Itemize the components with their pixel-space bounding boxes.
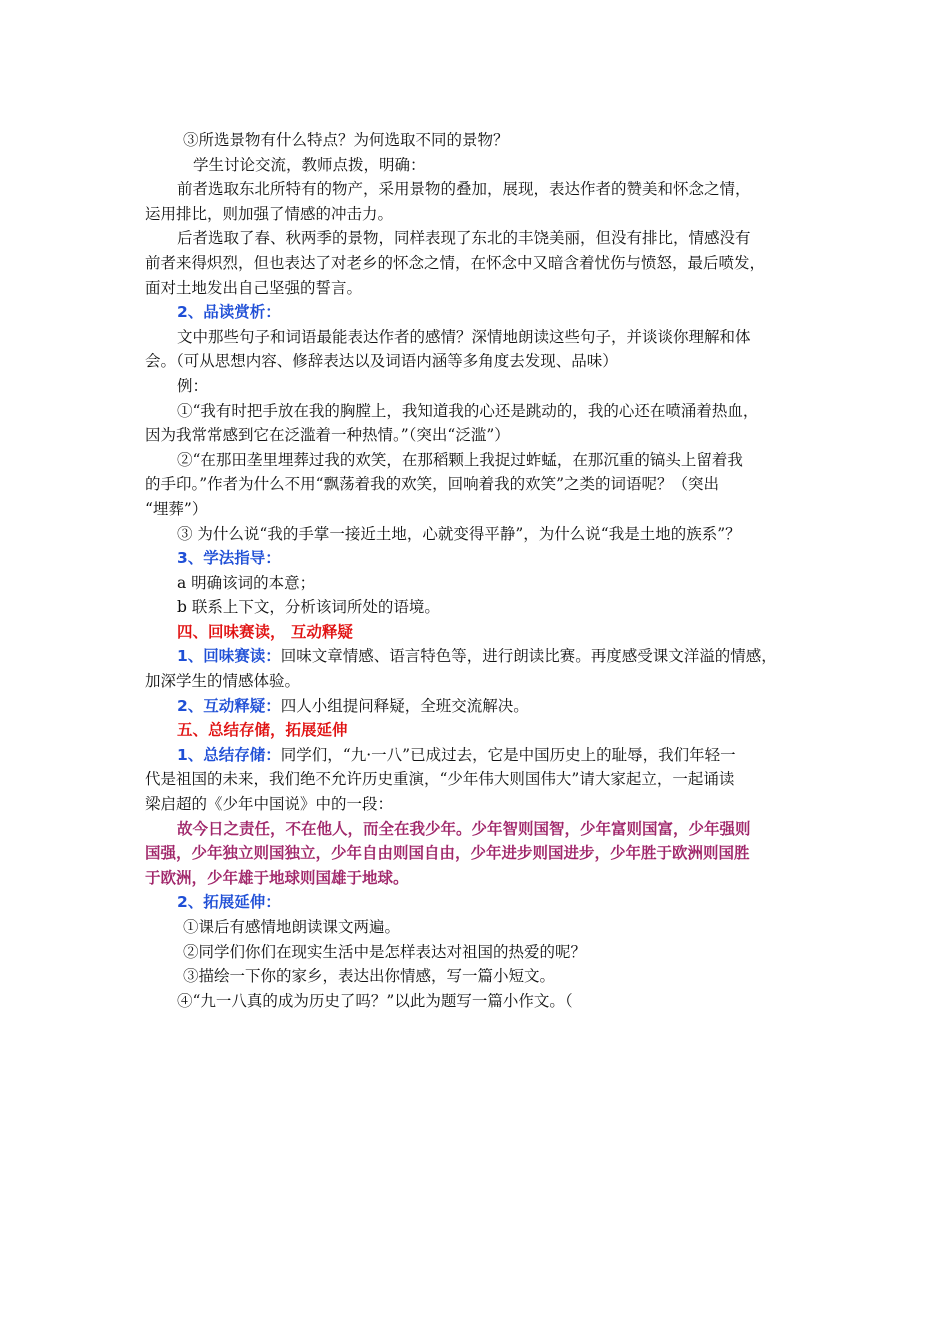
example-3: ③ 为什么说“我的手掌一接近土地，心就变得平静”，为什么说“我是土地的族系”？ xyxy=(177,524,741,543)
extension-item-2: ②同学们你们在现实生活中是怎样表达对祖国的热爱的呢？ xyxy=(183,942,587,961)
paragraph-line: 加深学生的情感体验。 xyxy=(145,672,301,691)
subheading-summary: 1、总结存储： xyxy=(177,745,281,764)
example-2-cont: 的手印。”作者为什么不用“飘荡着我的欢笑，回响着我的欢笑”之类的词语呢？（突出 xyxy=(145,475,720,494)
part-heading-4: 四、回味赛读， 互动释疑 xyxy=(177,622,353,641)
paragraph-line: 面对土地发出自己坚强的誓言。 xyxy=(145,278,363,297)
example-1-cont: 因为我常常感到它在泛滥着一种热情。”（突出“泛滥”） xyxy=(145,426,510,445)
example-label: 例： xyxy=(177,376,209,395)
paragraph-text: 回味文章情感、语言特色等，进行朗读比赛。再度感受课文洋溢的情感， xyxy=(280,647,777,666)
extension-item-3: ③描绘一下你的家乡，表达出你情感，写一篇小短文。 xyxy=(183,967,556,986)
extension-item-1: ①课后有感情地朗读课文两遍。 xyxy=(183,918,401,936)
quote-line: 于欧洲，少年雄于地球则国雄于地球。 xyxy=(145,868,409,887)
method-a: a 明确该词的本意； xyxy=(177,573,316,592)
paragraph-line xyxy=(145,743,815,768)
paragraph-line xyxy=(145,694,815,719)
method-b: b 联系上下文，分析该词所处的语境。 xyxy=(177,598,440,617)
paragraph-line: 运用排比，则加强了情感的冲击力。 xyxy=(145,204,394,223)
paragraph-line: 后者选取了春、秋两季的景物，同样表现了东北的丰饶美丽，但没有排比，情感没有 xyxy=(177,229,751,248)
paragraph-line: 前者来得炽烈，但也表达了对老乡的怀念之情，在怀念中又暗含着忧伤与愤怒，最后喷发， xyxy=(145,253,766,272)
subheading-interaction: 2、互动释疑： xyxy=(177,696,281,715)
paragraph-line: 文中那些句子和词语最能表达作者的感情？深情地朗读这些句子，并谈谈你理解和体 xyxy=(177,327,751,346)
paragraph-line: 前者选取东北所特有的物产，采用景物的叠加，展现，表达作者的赞美和怀念之情， xyxy=(177,180,751,199)
paragraph-line xyxy=(145,644,815,669)
paragraph-text: 同学们，“九·一八”已成过去，它是中国历史上的耻辱，我们年轻一 xyxy=(280,745,736,764)
section-heading-appreciation: 2、品读赏析： xyxy=(177,303,281,322)
section-heading-method: 3、学法指导： xyxy=(177,549,281,568)
quote-line: 国强，少年独立则国独立，少年自由则国自由，少年进步则国进步，少年胜于欧洲则国胜 xyxy=(145,844,750,863)
question-3: ③所选景物有什么特点？为何选取不同的景物？ xyxy=(183,131,509,149)
example-1: ①“我有时把手放在我的胸膛上，我知道我的心还是跳动的，我的心还在喷涌着热血， xyxy=(177,401,759,420)
paragraph-line: 代是祖国的未来，我们绝不允许历史重演，“少年伟大则国伟大”请大家起立，一起诵读 xyxy=(145,770,735,789)
extension-item-4: ④“九一八真的成为历史了吗？”以此为题写一篇小作文。（ xyxy=(177,991,573,1010)
paragraph-line: 梁启超的《少年中国说》中的一段： xyxy=(145,795,394,814)
example-2: ②“在那田垄里埋葬过我的欢笑，在那稻颗上我捉过蚱蜢，在那沉重的镐头上留着我 xyxy=(177,450,743,469)
section-heading-extension: 2、拓展延伸： xyxy=(177,893,281,912)
paragraph-text: 四人小组提问释疑，全班交流解决。 xyxy=(280,696,529,715)
document-body xyxy=(145,128,815,1013)
subheading-reading: 1、回味赛读： xyxy=(177,647,281,666)
example-2-cont: “埋葬”） xyxy=(145,499,208,518)
paragraph-line: 会。（可从思想内容、修辞表达以及词语内涵等多角度去发现、品味） xyxy=(145,352,618,371)
quote-line: 故今日之责任，不在他人，而全在我少年。少年智则国智，少年富则国富，少年强则 xyxy=(177,819,751,838)
part-heading-5: 五、总结存储，拓展延伸 xyxy=(177,721,348,740)
discussion-intro: 学生讨论交流，教师点拨，明确： xyxy=(193,155,426,174)
